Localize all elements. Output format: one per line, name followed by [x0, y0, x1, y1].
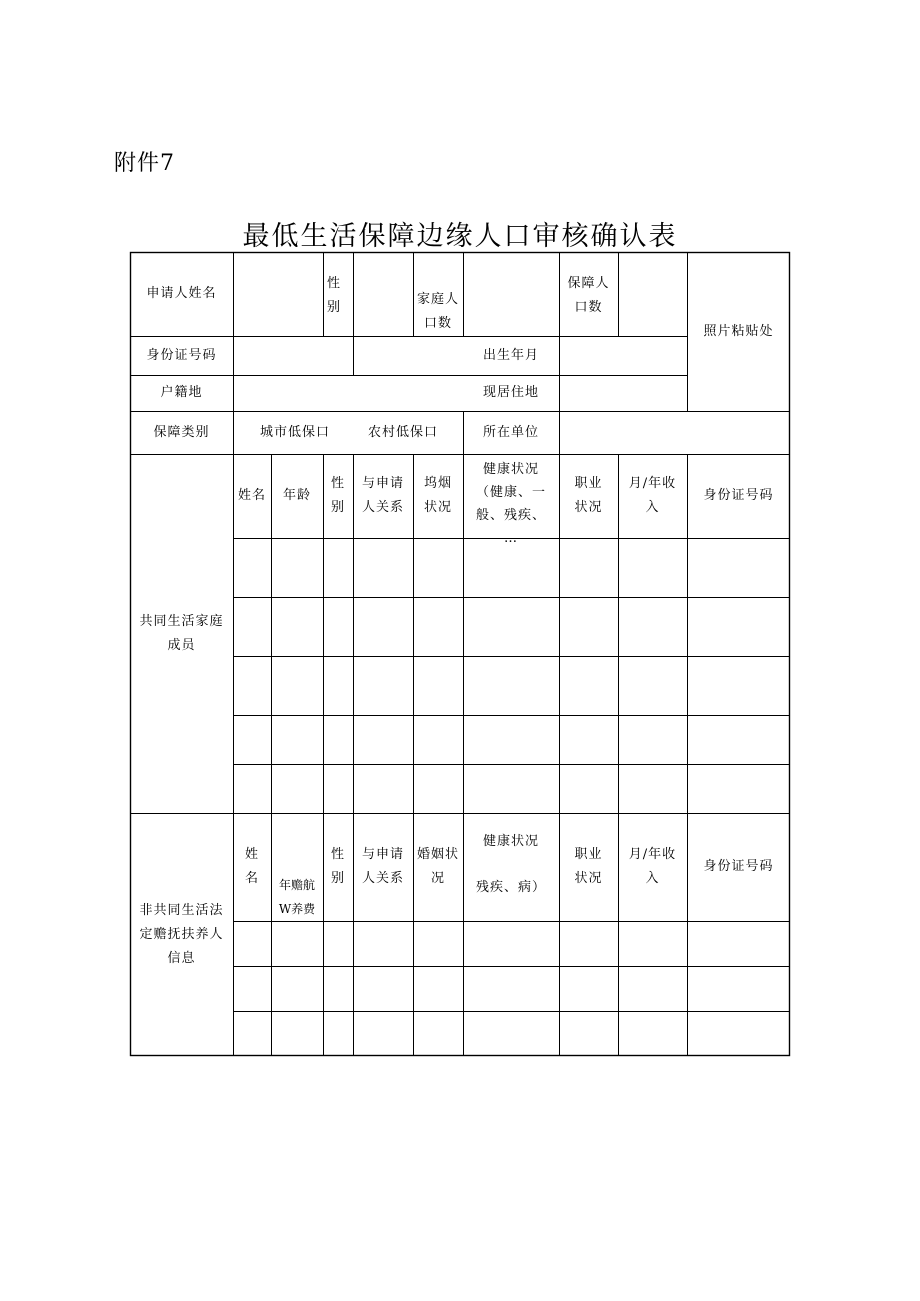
workplace-label: 所在单位: [482, 424, 539, 440]
support-section-label: 非共同生活法 定赡抚扶养人 信息: [139, 902, 224, 966]
support-col-income: 月/年收 入: [628, 847, 677, 886]
support-col-alimony: 年赡航 W养费: [278, 878, 316, 916]
photo-placeholder: 照片粘贴处: [703, 324, 774, 339]
support-col-id: 身份证号码: [703, 859, 774, 874]
family-col-gender: 性 别: [330, 476, 345, 515]
insured-count-label: 保障人 口数: [567, 276, 610, 315]
gender-label: 性 别: [327, 276, 342, 315]
insurance-type-label: 保障类别: [153, 424, 210, 440]
family-section-label: 共同生活家庭 成员: [139, 613, 224, 653]
household-registration-label: 户籍地: [160, 385, 203, 400]
family-col-relation: 与申请 人关系: [361, 476, 404, 515]
form-title: 最低生活保障边缘人口审核确认表: [242, 221, 678, 252]
family-col-age: 年龄: [282, 488, 311, 503]
family-col-health: 健康状况 （健康、一 般、残疾、 …: [475, 462, 546, 546]
support-col-relation: 与申请 人关系: [361, 847, 404, 886]
support-col-name: 姓 名: [244, 847, 259, 886]
applicant-name-label: 申请人姓名: [146, 286, 217, 301]
current-residence-label: 现居住地: [482, 385, 539, 400]
family-col-job: 职业 状况: [574, 476, 603, 515]
rural-option: 农村低保口: [367, 424, 438, 440]
support-col-health: 健康状况 残疾、病）: [475, 834, 546, 895]
family-col-id: 身份证号码: [703, 488, 774, 503]
support-col-marital: 婚姻状 况: [416, 847, 459, 886]
birth-date-label: 出生年月: [482, 347, 539, 363]
id-number-label: 身份证号码: [146, 347, 217, 363]
family-col-name: 姓名: [237, 488, 266, 503]
attachment-label: 附件7: [114, 151, 175, 176]
family-col-income: 月/年收 入: [628, 476, 677, 515]
urban-option: 城市低保口: [259, 424, 330, 440]
support-col-gender: 性 别: [330, 847, 345, 886]
household-size-label: 家庭人 口数: [416, 292, 459, 331]
support-col-job: 职业 状况: [574, 847, 603, 886]
family-col-marital: 坞烟 状况: [423, 476, 452, 515]
